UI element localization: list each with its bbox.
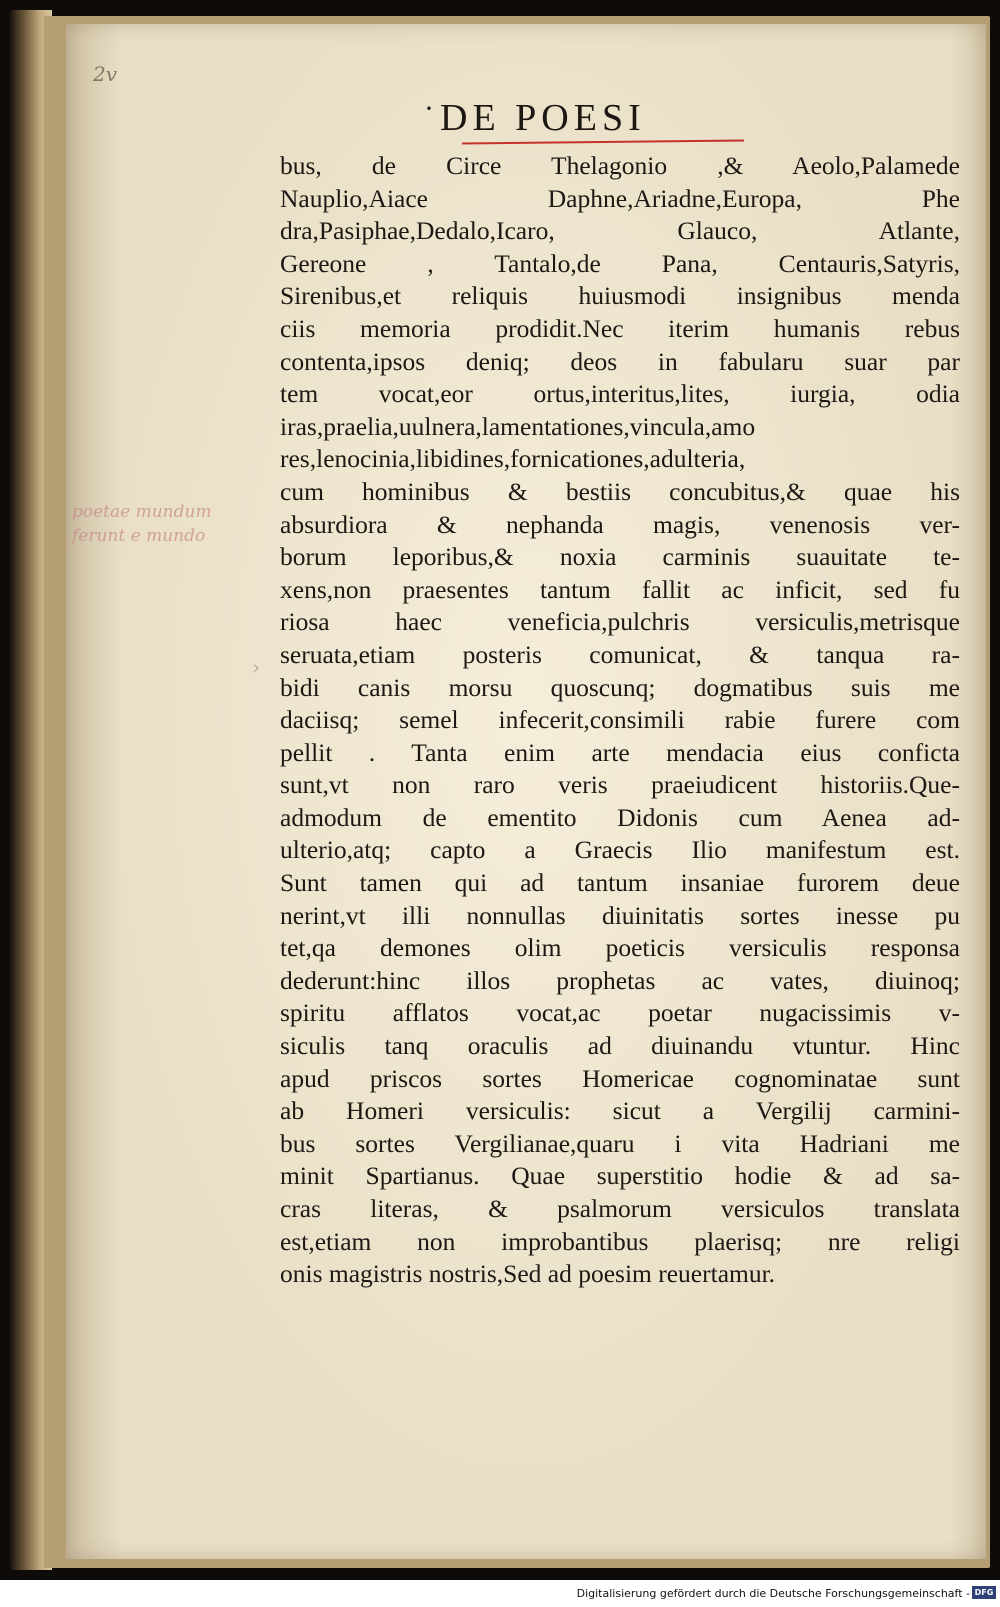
text-line: ciis memoria prodidit.Nec iterim humanis rebus	[280, 313, 960, 343]
text-line: sunt,vt non raro veris praeiudicent historiis.Que-	[280, 770, 960, 800]
text-line: dra,Pasiphae,Dedalo,Icaro, Glauco, Atlante,	[280, 216, 960, 246]
text-line: res,lenocinia,libidines,fornicationes,adulteria,	[280, 444, 746, 474]
text-line: onis magistris nostris,Sed ad poesim reuertamur.	[280, 1259, 776, 1289]
text-line: est,etiam non improbantibus plaerisq; nre religi	[280, 1226, 960, 1256]
heading-dot: ·	[424, 92, 439, 125]
text-line: contenta,ipsos deniq; deos in fabularu suar par	[280, 346, 960, 376]
footer-bar	[0, 1580, 1000, 1607]
text-line: minit Spartianus. Quae superstitio hodie & ad sa-	[280, 1161, 960, 1191]
text-line: tem vocat,eor ortus,interitus,lites, iurgia, odia	[280, 379, 960, 409]
marginal-note	[72, 500, 272, 548]
text-line: Gereone , Tantalo,de Pana, Centauris,Satyris,	[280, 248, 960, 278]
text-line: iras,praelia,uulnera,lamentationes,vincula,amo	[280, 411, 756, 441]
text-line: bidi canis morsu quoscunq; dogmatibus suis me	[280, 672, 960, 702]
text-line: daciisq; semel infecerit,consimili rabie furere com	[280, 705, 960, 735]
dfg-logo: DFG	[972, 1586, 996, 1599]
text-line: seruata,etiam posteris comunicat, & tanqua ra-	[280, 639, 960, 669]
text-line: admodum de ementito Didonis cum Aenea ad-	[280, 802, 960, 832]
text-line: cras literas, & psalmorum versiculos translata	[280, 1194, 960, 1223]
margin-tick: ›	[252, 655, 260, 679]
text-line: nerint,vt illi nonnullas diuinitatis sortes inesse pu	[280, 900, 960, 930]
text-line: spiritu afflatos vocat,ac poetar nugacissimis v-	[280, 998, 960, 1028]
text-line: Nauplio,Aiace Daphne,Ariadne,Europa, Phe	[280, 183, 960, 213]
text-line: bus, de Circe Thelagonio ,& Aeolo,Palamede	[280, 151, 960, 180]
text-line: ulterio,atq; capto a Graecis Ilio manifestum est.	[280, 835, 960, 865]
text-line: ab Homeri versiculis: sicut a Vergilij carmini-	[280, 1096, 960, 1126]
running-head-text: DE POESI	[440, 97, 646, 139]
text-line: absurdiora & nephanda magis, venenosis ver-	[280, 509, 960, 539]
text-line: Sunt tamen qui ad tantum insaniae furorem deue	[280, 868, 960, 898]
text-line: Sirenibus,et reliquis huiusmodi insignibus menda	[280, 281, 960, 311]
text-line: dederunt:hinc illos prophetas ac vates, diuinoq;	[280, 965, 960, 995]
corner-mark: 2v	[93, 62, 118, 86]
marginal-note-line: poetae mundum	[72, 502, 212, 522]
text-line: borum leporibus,& noxia carminis suauitate te-	[280, 542, 960, 572]
text-line: riosa haec veneficia,pulchris versiculis,metrisque	[280, 607, 960, 637]
text-line: xens,non praesentes tantum fallit ac inficit, sed fu	[280, 574, 960, 604]
text-line: siculis tanq oraculis ad diuinandu vtuntur. Hinc	[280, 1031, 960, 1061]
running-head	[424, 92, 646, 140]
text-line: tet,qa demones olim poeticis versiculis responsa	[280, 933, 960, 963]
footer-credit: Digitalisierung gefördert durch die Deutsche Forschungsgemeinschaft -	[576, 1587, 970, 1600]
text-block	[280, 150, 960, 1291]
text-line: pellit . Tanta enim arte mendacia eius conficta	[280, 737, 960, 767]
text-line: bus sortes Vergilianae,quaru i vita Hadriani me	[280, 1128, 960, 1158]
text-line: apud priscos sortes Homericae cognominatae sunt	[280, 1063, 960, 1093]
marginal-note-line: ferunt e mundo	[72, 526, 206, 546]
text-line: cum hominibus & bestiis concubitus,& quae his	[280, 476, 960, 506]
